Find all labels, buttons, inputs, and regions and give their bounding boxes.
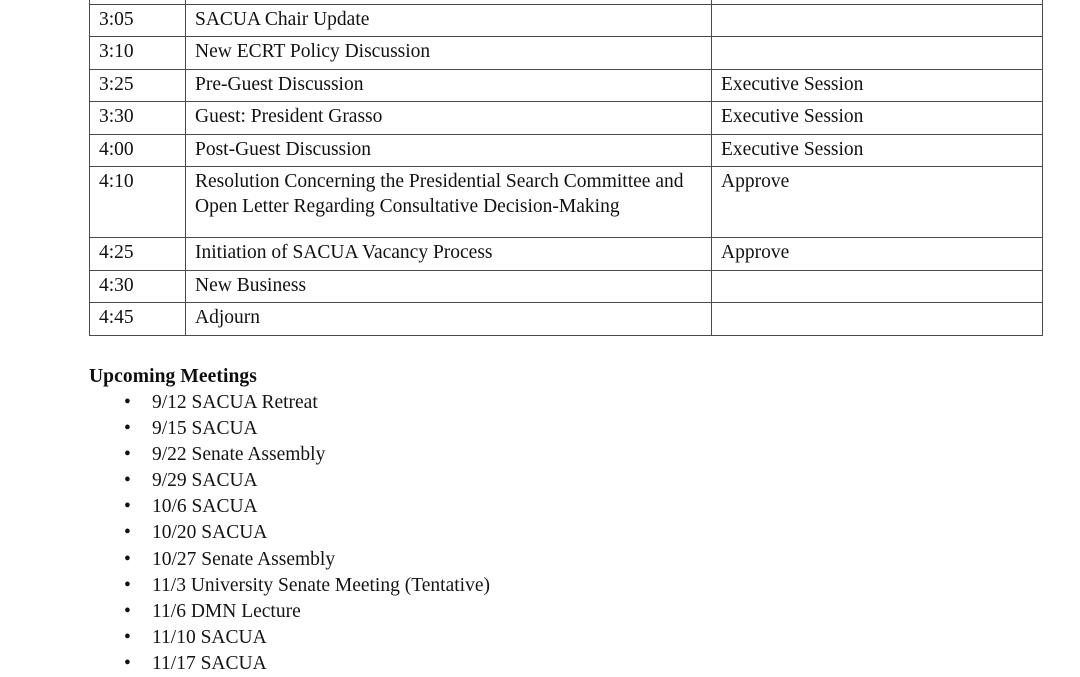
bullet-icon: • [124, 600, 131, 622]
agenda-item-cell: Adjourn [186, 303, 712, 336]
agenda-time-cell: 3:05 [90, 4, 186, 37]
bullet-icon: • [124, 392, 131, 413]
table-row [90, 4, 1043, 37]
table-row [90, 102, 1043, 135]
list-item [89, 520, 989, 546]
table-row [90, 37, 1043, 70]
agenda-item-cell: Initiation of SACUA Vacancy Process [186, 238, 712, 271]
agenda-time-cell: 4:25 [90, 238, 186, 271]
list-item [89, 651, 989, 677]
meeting-label: 11/10 SACUA [152, 626, 267, 648]
agenda-item-cell: Guest: President Grasso [186, 102, 712, 135]
bullet-icon: • [124, 444, 131, 466]
agenda-item-cell: Pre-Guest Discussion [186, 69, 712, 102]
agenda-item-cell: Post-Guest Discussion [186, 134, 712, 167]
table-row [90, 167, 1043, 238]
agenda-time-cell: 4:45 [90, 303, 186, 336]
bullet-icon: • [124, 470, 131, 492]
meeting-label: 9/29 SACUA [152, 470, 258, 492]
agenda-action-cell: Approve [712, 167, 1043, 238]
bullet-icon: • [124, 574, 131, 596]
agenda-action-cell: Executive Session [712, 69, 1043, 102]
list-item [89, 625, 989, 651]
table-row [90, 69, 1043, 102]
agenda-item-cell: SACUA Chair Update [186, 4, 712, 37]
agenda-action-cell [712, 37, 1043, 70]
agenda-table-body [90, 0, 1043, 335]
meeting-label: 10/27 Senate Assembly [152, 548, 336, 570]
agenda-time-cell: 3:25 [90, 69, 186, 102]
agenda-action-cell: Executive Session [712, 134, 1043, 167]
agenda-time-cell: 3:30 [90, 102, 186, 135]
meeting-label: 9/15 SACUA [152, 418, 258, 440]
meeting-label: 9/22 Senate Assembly [152, 444, 326, 466]
meeting-label: 11/6 DMN Lecture [152, 600, 301, 622]
meeting-label: 10/20 SACUA [152, 522, 268, 544]
bullet-icon: • [124, 652, 131, 674]
agenda-item-cell: New Business [186, 270, 712, 303]
upcoming-meetings-list [89, 390, 989, 677]
table-row [90, 303, 1043, 336]
agenda-item-cell: Resolution Concerning the Presidential Search Committee and Open Letter Regarding Consultative Decision-Making [186, 167, 712, 238]
meeting-label: 11/17 SACUA [152, 652, 267, 674]
table-row [90, 134, 1043, 167]
table-row [90, 238, 1043, 271]
bullet-icon: • [124, 418, 131, 440]
list-item [89, 599, 989, 625]
agenda-action-cell [712, 303, 1043, 336]
list-item [89, 573, 989, 599]
list-item [89, 442, 989, 468]
list-item [89, 390, 989, 416]
meeting-label: 10/6 SACUA [152, 496, 258, 518]
agenda-table [89, 0, 1043, 336]
bullet-icon: • [124, 548, 131, 570]
agenda-action-cell: Approve [712, 238, 1043, 271]
agenda-time-cell: 3:10 [90, 37, 186, 70]
bullet-icon: • [124, 522, 131, 544]
agenda-time-cell: 4:30 [90, 270, 186, 303]
agenda-item-cell: New ECRT Policy Discussion [186, 37, 712, 70]
agenda-time-cell: 4:10 [90, 167, 186, 238]
table-row [90, 270, 1043, 303]
list-item [89, 468, 989, 494]
bullet-icon: • [124, 626, 131, 648]
list-item [89, 416, 989, 442]
meeting-label: 9/12 SACUA Retreat [152, 392, 318, 413]
upcoming-meetings-heading: Upcoming Meetings [89, 366, 257, 387]
upcoming-meetings-section [89, 365, 989, 677]
agenda-action-cell [712, 270, 1043, 303]
list-item [89, 494, 989, 520]
bullet-icon: • [124, 496, 131, 518]
agenda-action-cell: Executive Session [712, 102, 1043, 135]
agenda-time-cell: 4:00 [90, 134, 186, 167]
agenda-action-cell [712, 4, 1043, 37]
meeting-label: 11/3 University Senate Meeting (Tentative) [152, 574, 490, 596]
list-item [89, 547, 989, 573]
